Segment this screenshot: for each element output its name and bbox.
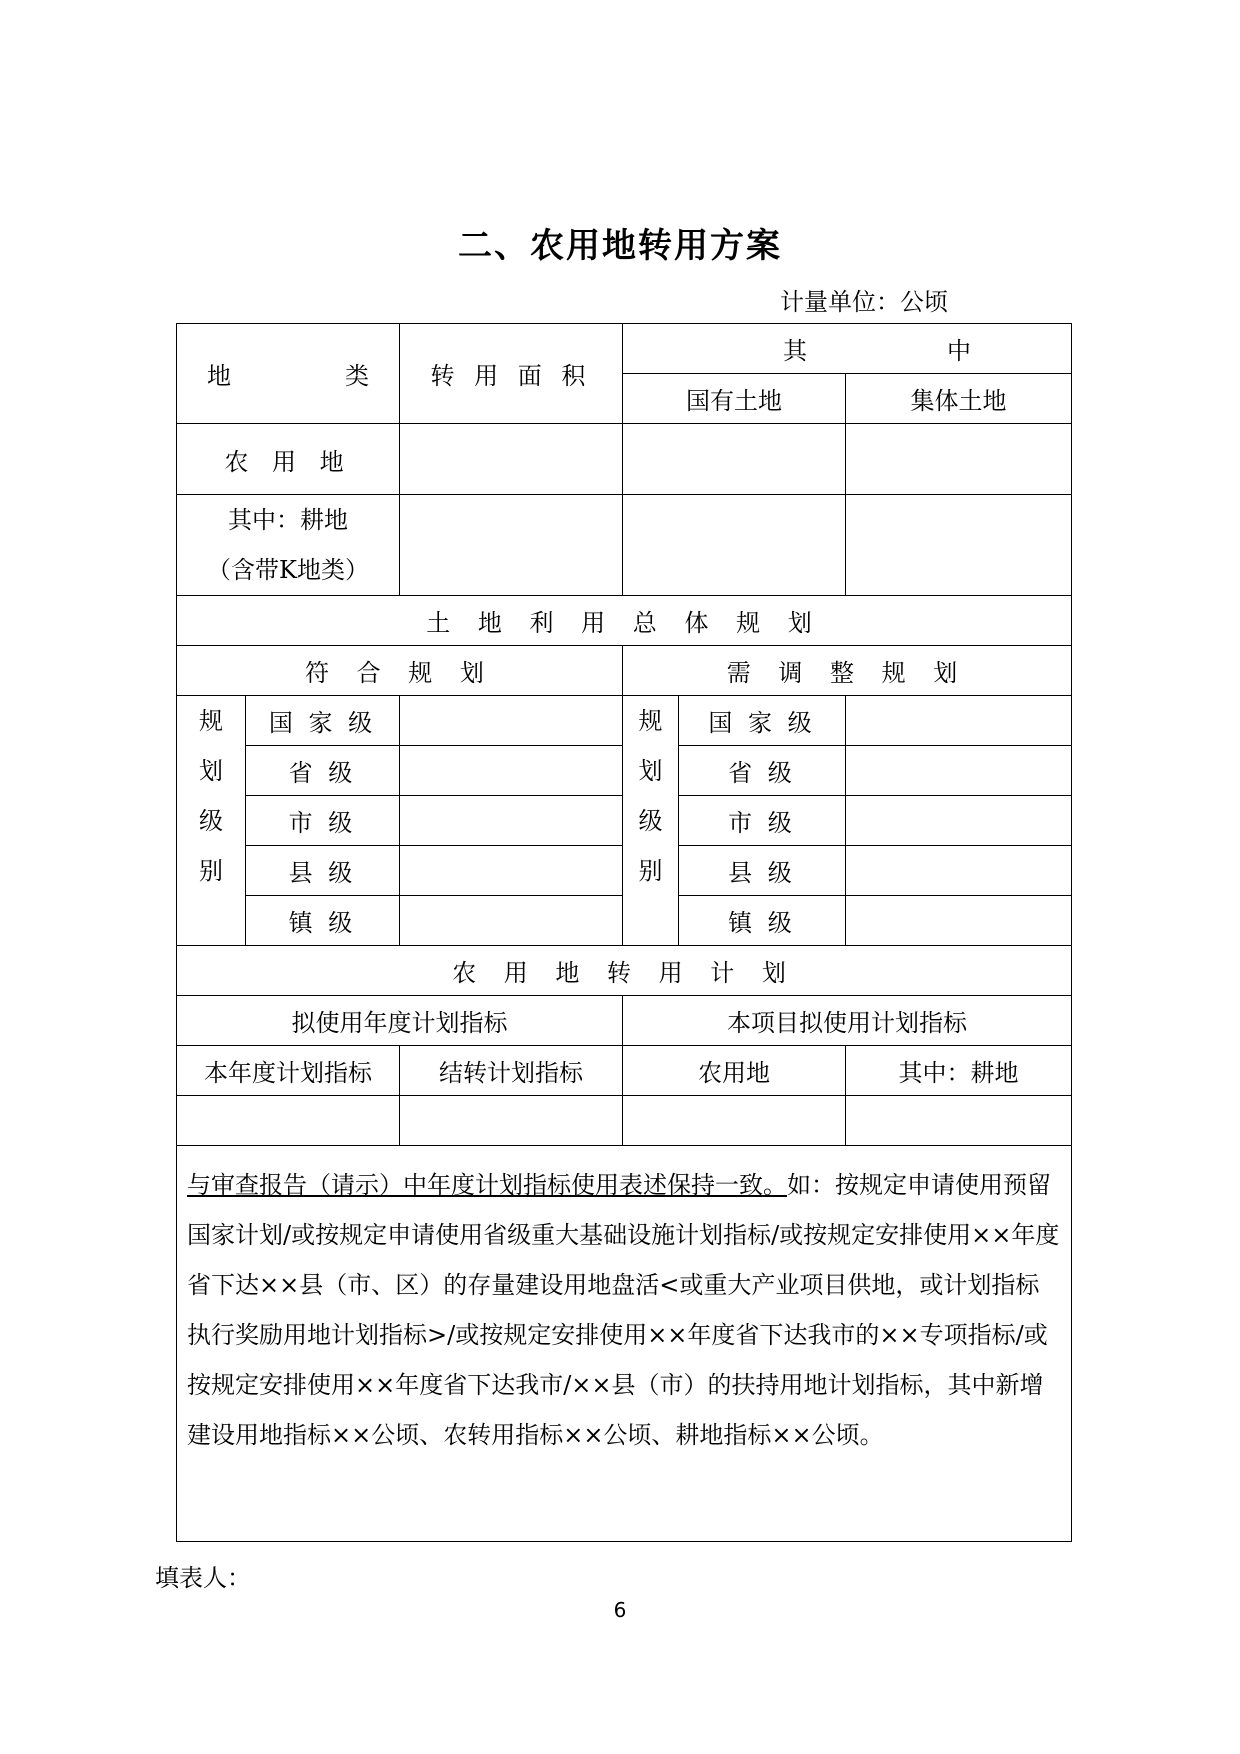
row-cultivated-line2: （含带K地类） (207, 556, 369, 584)
header-among-b: 中 (947, 337, 971, 365)
adjust-level-char: 划 (638, 757, 663, 785)
adjust-level-province: 省 级 (679, 746, 846, 796)
cell-agri-state[interactable] (623, 424, 846, 495)
conversion-agri: 农用地 (623, 1046, 846, 1096)
cell-adjust-city[interactable] (846, 796, 1072, 846)
unit-label: 计量单位：公顷 (780, 288, 948, 316)
adjust-level-vertical-label (623, 696, 679, 946)
adjust-level-char: 级 (638, 807, 663, 835)
conversion-this-year: 本年度计划指标 (177, 1046, 400, 1096)
cell-adjust-town[interactable] (846, 896, 1072, 946)
row-agri-land-label: 农 用 地 (177, 424, 400, 495)
planning-comply-heading: 符 合 规 划 (177, 646, 623, 696)
conversion-form-table (176, 323, 1072, 1542)
comply-level-char: 别 (199, 857, 223, 885)
comply-level-province: 省 级 (246, 746, 400, 796)
page-title: 二、农用地转用方案 (458, 226, 782, 266)
cell-adjust-province[interactable] (846, 746, 1072, 796)
conversion-cultivated: 其中：耕地 (846, 1046, 1072, 1096)
cell-carryover-value[interactable] (400, 1096, 623, 1146)
header-among-a: 其 (783, 337, 807, 365)
comply-level-vertical-label (177, 696, 246, 946)
comply-level-char: 划 (199, 757, 223, 785)
comply-level-char: 规 (199, 707, 223, 735)
conversion-proposed-annual: 拟使用年度计划指标 (177, 996, 623, 1046)
header-state-land: 国有土地 (623, 374, 846, 424)
comply-level-county: 县 级 (246, 846, 400, 896)
cell-agri-area[interactable] (400, 424, 623, 495)
comply-level-char: 级 (199, 807, 223, 835)
cell-comply-county[interactable] (400, 846, 623, 896)
cell-cultivated-state[interactable] (623, 495, 846, 596)
cell-cultivated-value[interactable] (846, 1096, 1072, 1146)
cell-comply-town[interactable] (400, 896, 623, 946)
cell-comply-city[interactable] (400, 796, 623, 846)
note-body-text: 如：按规定申请使用预留国家计划/或按规定申请使用省级重大基础设施计划指标/或按规定安排使用××年度省下达××县（市、区）的存量建设用地盘活<或重大产业项目供地，或计划指标执行奖励用地计划指标>/或按规定安排使用××年度省下达我市的××专项指标/或按规定安排使用××年度省下达我市/××县（市）的扶持用地计划指标，其中新增建设用地指标××公顷、农转用指标××公顷、耕地指标××公顷。 (187, 1171, 1060, 1449)
planning-section-heading: 土 地 利 用 总 体 规 划 (177, 596, 1072, 646)
adjust-level-national: 国 家 级 (679, 696, 846, 746)
header-among (623, 324, 1072, 374)
cell-this-year-value[interactable] (177, 1096, 400, 1146)
note-underlined-text: 与审查报告（请示）中年度计划指标使用表述保持一致。 (187, 1171, 787, 1199)
planning-adjust-heading: 需 调 整 规 划 (623, 646, 1072, 696)
cell-adjust-county[interactable] (846, 846, 1072, 896)
adjust-level-char: 规 (638, 707, 663, 735)
header-land-type-a: 地 (207, 362, 231, 390)
adjust-level-char: 别 (638, 857, 663, 885)
conversion-project-use: 本项目拟使用计划指标 (623, 996, 1072, 1046)
row-cultivated-line1: 其中：耕地 (228, 506, 348, 534)
conversion-section-heading: 农 用 地 转 用 计 划 (177, 946, 1072, 996)
cell-comply-national[interactable] (400, 696, 623, 746)
cell-cultivated-collective[interactable] (846, 495, 1072, 596)
header-collective-land: 集体土地 (846, 374, 1072, 424)
cell-adjust-national[interactable] (846, 696, 1072, 746)
comply-level-town: 镇 级 (246, 896, 400, 946)
header-land-type-b: 类 (345, 362, 369, 390)
cell-agri-value[interactable] (623, 1096, 846, 1146)
adjust-level-city: 市 级 (679, 796, 846, 846)
adjust-level-town: 镇 级 (679, 896, 846, 946)
conversion-carryover: 结转计划指标 (400, 1046, 623, 1096)
header-area: 转 用 面 积 (400, 324, 623, 424)
cell-comply-province[interactable] (400, 746, 623, 796)
comply-level-national: 国 家 级 (246, 696, 400, 746)
cell-cultivated-area[interactable] (400, 495, 623, 596)
cell-agri-collective[interactable] (846, 424, 1072, 495)
page-number: 6 (613, 1598, 627, 1622)
note-cell[interactable] (177, 1146, 1072, 1542)
filler-label: 填表人： (155, 1564, 251, 1592)
comply-level-city: 市 级 (246, 796, 400, 846)
header-land-type (177, 324, 400, 424)
row-cultivated-label (177, 495, 400, 596)
adjust-level-county: 县 级 (679, 846, 846, 896)
